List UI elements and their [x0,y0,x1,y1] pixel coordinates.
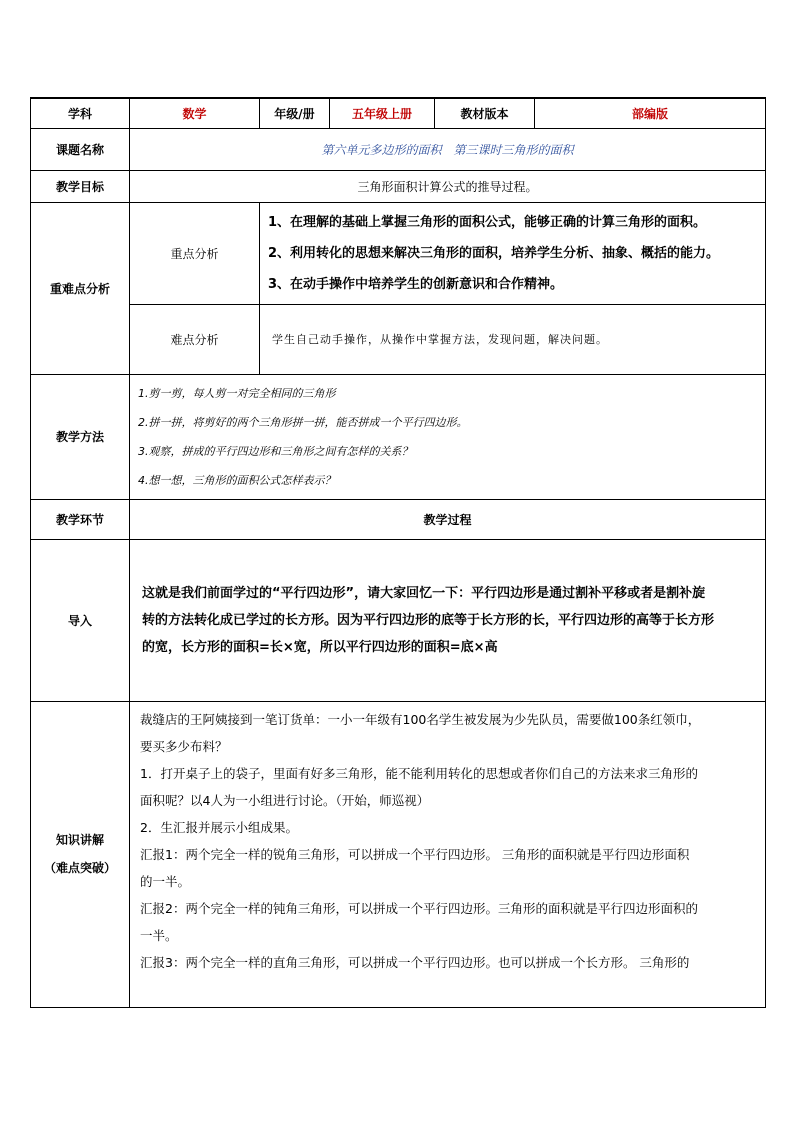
key-analysis-label: 重点分析 [130,202,260,304]
subject-value: 数学 [130,98,260,128]
intro-line: 的宽，长方形的面积=长×宽，所以平行四边形的面积=底×高 [142,639,498,655]
knowledge-line: 1．打开桌子上的袋子，里面有好多三角形，能不能利用转化的思想或者你们自己的方法来求三角形的 [140,765,698,781]
knowledge-content [130,701,766,1007]
methods-row [31,374,766,499]
edition-label: 教材版本 [435,98,535,128]
knowledge-label: 知识讲解 [55,833,104,847]
key-point: 3、在动手操作中培养学生的创新意识和合作精神。 [268,276,564,292]
knowledge-label-cell [31,701,130,1007]
method-item: 2.拼一拼，将剪好的两个三角形拼一拼，能否拼成一个平行四边形。 [138,415,468,429]
grade-value: 五年级上册 [330,98,435,128]
knowledge-line: 要买多少布料？ [140,738,228,754]
knowledge-row [31,701,766,1007]
topic-value: 第六单元多边形的面积 第三课时三角形的面积 [130,128,766,170]
lesson-plan-table [30,97,766,1008]
intro-line: 这就是我们前面学过的“平行四边形”，请大家回忆一下：平行四边形是通过割补平移或者是割补旋 [142,585,706,601]
method-item: 1.剪一剪，每人剪一对完全相同的三角形 [138,386,336,400]
intro-content [130,539,766,701]
intro-line: 转的方法转化成已学过的长方形。因为平行四边形的底等于长方形的长，平行四边形的高等于长方形 [142,612,715,628]
goal-row [31,170,766,202]
methods-label: 教学方法 [31,374,130,499]
topic-row [31,128,766,170]
edition-value: 部编版 [535,98,766,128]
grade-label: 年级/册 [260,98,330,128]
hard-analysis-row [31,304,766,374]
intro-label: 导入 [31,539,130,701]
intro-row [31,539,766,701]
key-analysis-content [260,202,766,304]
process-label: 教学环节 [31,499,130,539]
topic-label: 课题名称 [31,128,130,170]
knowledge-line: 汇报2：两个完全一样的钝角三角形，可以拼成一个平行四边形。三角形的面积就是平行四边形面积的 [140,900,698,916]
knowledge-line: 一半。 [140,927,178,943]
subject-label: 学科 [31,98,130,128]
key-analysis-row [31,202,766,304]
knowledge-line: 汇报3：两个完全一样的直角三角形，可以拼成一个平行四边形。也可以拼成一个长方形。 三角形的 [140,954,690,970]
goal-value: 三角形面积计算公式的推导过程。 [130,170,766,202]
knowledge-line: 的一半。 [140,873,191,889]
goal-label: 教学目标 [31,170,130,202]
method-item: 4.想一想，三角形的面积公式怎样表示？ [138,473,336,487]
hard-analysis-label: 难点分析 [130,304,260,374]
knowledge-line: 裁缝店的王阿姨接到一笔订货单：一小一年级有100名学生被发展为少先队员，需要做100条红领巾， [140,711,701,727]
method-item: 3.观察，拼成的平行四边形和三角形之间有怎样的关系？ [138,444,413,458]
hard-analysis-value: 学生自己动手操作，从操作中掌握方法，发现问题，解决问题。 [260,304,766,374]
knowledge-line: 2．生汇报并展示小组成果。 [140,819,298,835]
process-header-row [31,499,766,539]
key-point: 1、在理解的基础上掌握三角形的面积公式，能够正确的计算三角形的面积。 [268,214,707,230]
analysis-label: 重难点分析 [31,202,130,374]
key-point: 2、利用转化的思想来解决三角形的面积，培养学生分析、抽象、概括的能力。 [268,245,720,261]
knowledge-sublabel: （难点突破） [43,861,116,875]
knowledge-line: 汇报1：两个完全一样的锐角三角形，可以拼成一个平行四边形。 三角形的面积就是平行四边形面积 [140,846,690,862]
methods-content [130,374,766,499]
header-row [31,98,766,128]
process-title: 教学过程 [130,499,766,539]
knowledge-line: 面积呢？以4人为一小组进行讨论。（开始，师巡视） [140,792,430,808]
